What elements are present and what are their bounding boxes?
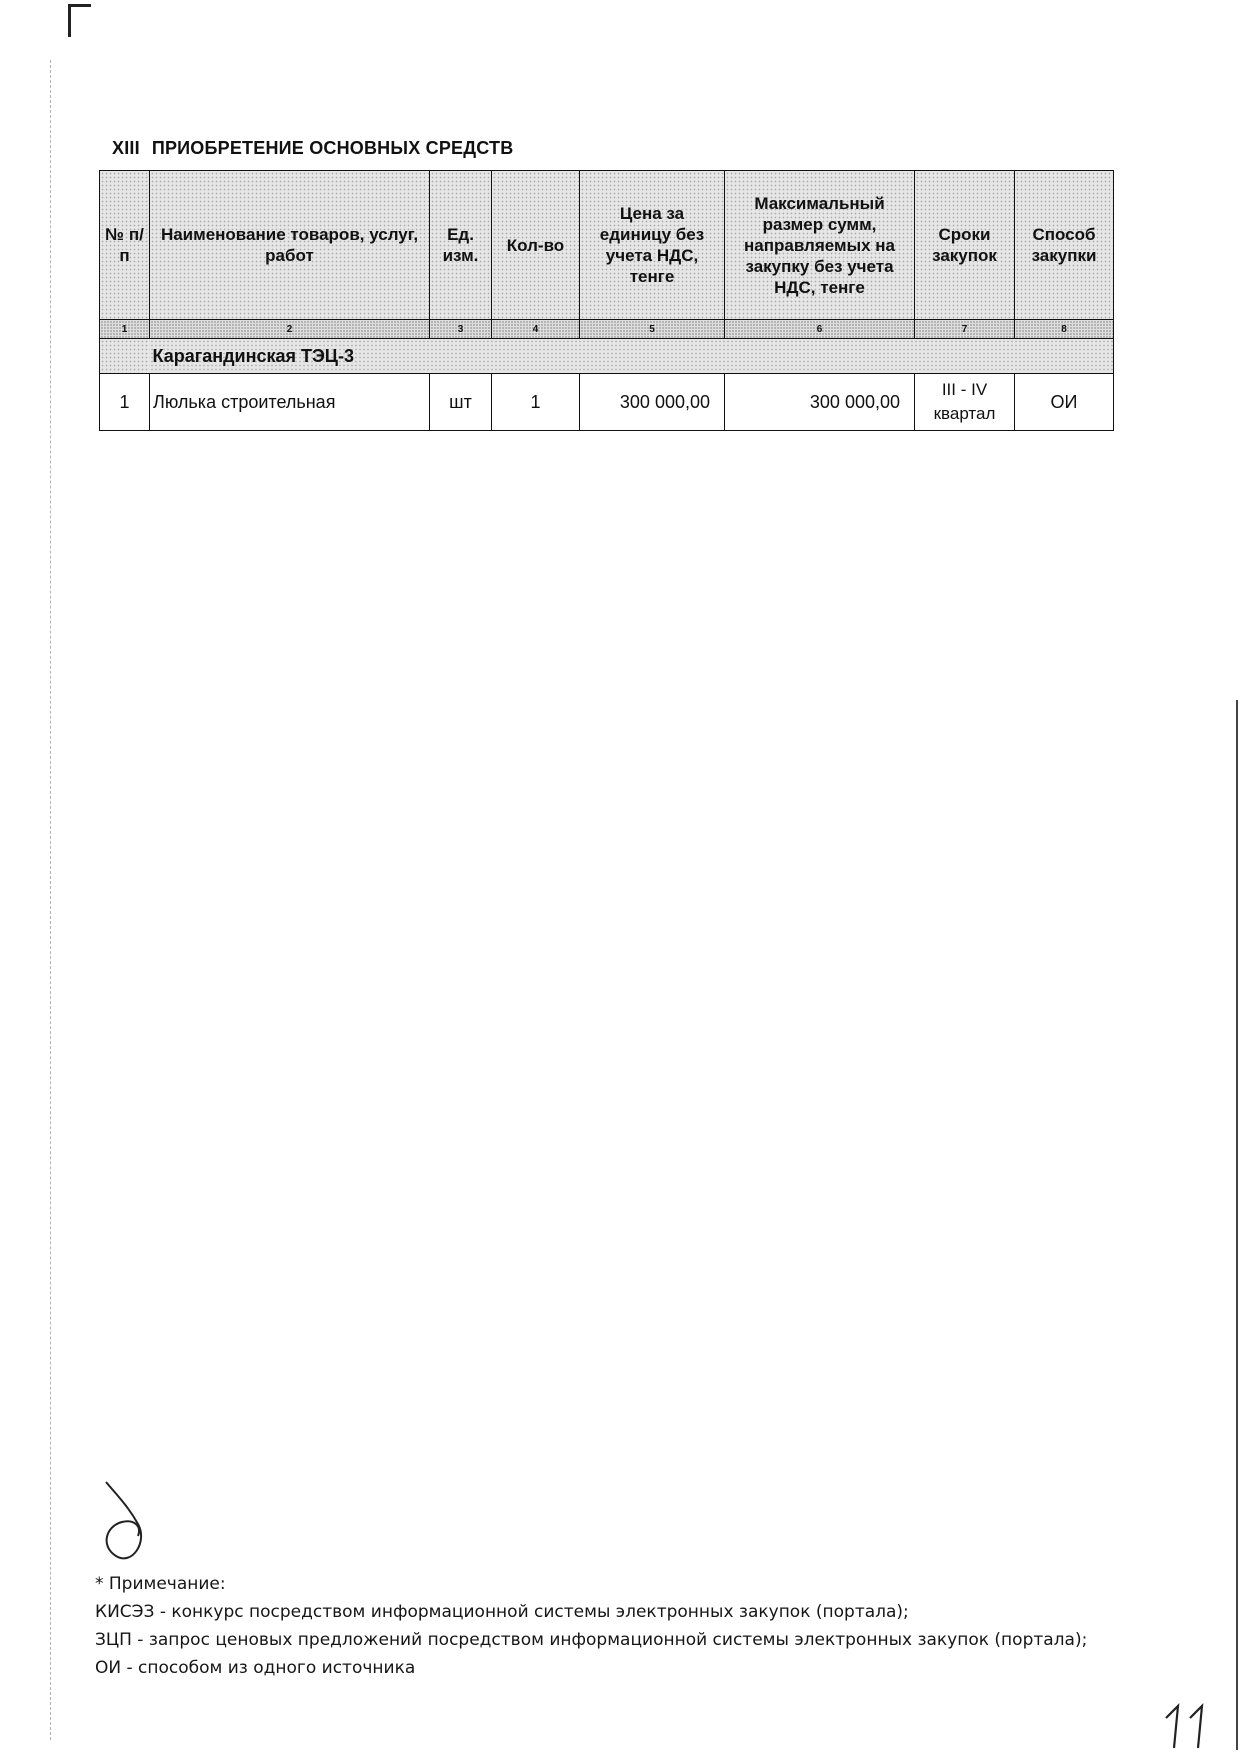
group-row-blank-cell <box>100 339 150 374</box>
row-period: III - IV квартал <box>915 374 1015 431</box>
section-number: XIII <box>112 138 140 158</box>
row-max-sum: 300 000,00 <box>725 374 915 431</box>
scan-right-edge <box>1236 700 1238 1750</box>
column-number-row <box>100 320 1114 339</box>
section-title <box>112 138 513 159</box>
header-cell-max-sum: Максимальный размер сумм, направляемых на закупку без учета НДС, тенге <box>725 171 915 320</box>
note-line: КИСЭЗ - конкурс посредством информационной системы электронных закупок (портала); <box>95 1602 909 1622</box>
row-item-name: Люлька строительная <box>150 374 430 431</box>
scan-left-edge <box>50 60 51 1740</box>
column-number: 2 <box>150 320 430 339</box>
column-number: 4 <box>492 320 580 339</box>
row-price: 300 000,00 <box>580 374 725 431</box>
column-number: 8 <box>1015 320 1114 339</box>
header-cell-method: Способ закупки <box>1015 171 1114 320</box>
row-quantity: 1 <box>492 374 580 431</box>
row-unit: шт <box>430 374 492 431</box>
header-cell-number: № п/п <box>100 171 150 320</box>
section-title-text: ПРИОБРЕТЕНИЕ ОСНОВНЫХ СРЕДСТВ <box>151 138 514 158</box>
table-row <box>100 374 1114 431</box>
column-number: 7 <box>915 320 1015 339</box>
column-number: 6 <box>725 320 915 339</box>
table-header-row <box>100 171 1114 320</box>
note-line: ОИ - способом из одного источника <box>95 1658 416 1678</box>
handwritten-page-number <box>1160 1700 1220 1750</box>
group-name: Карагандинская ТЭЦ-3 <box>150 339 1114 374</box>
header-cell-period: Сроки закупок <box>915 171 1015 320</box>
row-method: ОИ <box>1015 374 1114 431</box>
notes-block <box>95 1570 1095 1682</box>
header-cell-name: Наименование товаров, услуг, работ <box>150 171 430 320</box>
column-number: 1 <box>100 320 150 339</box>
scan-corner-mark <box>68 4 91 37</box>
row-number: 1 <box>100 374 150 431</box>
handwritten-signature <box>98 1480 168 1570</box>
column-number: 3 <box>430 320 492 339</box>
column-number: 5 <box>580 320 725 339</box>
note-line: ЗЦП - запрос ценовых предложений посредством информационной системы электронных закупок (портала); <box>95 1630 1088 1650</box>
group-row <box>100 339 1114 374</box>
header-cell-unit: Ед. изм. <box>430 171 492 320</box>
notes-heading: * Примечание: <box>95 1574 226 1594</box>
procurement-table <box>99 170 1114 431</box>
header-cell-quantity: Кол-во <box>492 171 580 320</box>
header-cell-price: Цена за единицу без учета НДС, тенге <box>580 171 725 320</box>
